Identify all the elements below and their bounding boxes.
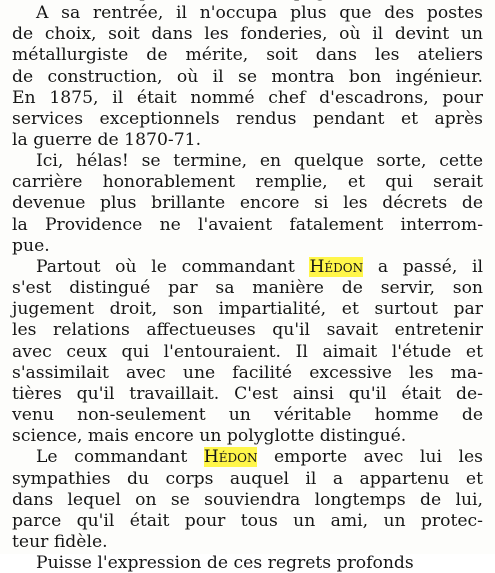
text-line: A sa rentrée, il n'occupa plus que des postes [36, 3, 483, 23]
text-line: avec ceux qui l'entouraient. Il aimait l'étude et [12, 341, 483, 362]
text-line: En 1875, il était nommé chef d'escadrons, pour [12, 87, 483, 108]
text-line: jugement droit, son impartialité, et surtout par [12, 299, 483, 320]
text-fragment: Le commandant [36, 447, 204, 468]
text-line: pue. [12, 235, 50, 256]
text-line: Ici, hélas! se termine, en quelque sorte, cette [36, 151, 483, 172]
text-line: la guerre de 1870-71. [12, 130, 202, 150]
text-line: tières qu'il travaillait. C'est ainsi qu'il était de- [12, 383, 483, 404]
text-line: métallurgiste de mérite, soit dans les ateliers [12, 45, 483, 66]
text-line-with-highlight [36, 447, 483, 467]
text-fragment: a passé, il [377, 256, 483, 277]
text-line: s'assimilait avec une facilité excessive les ma- [12, 362, 483, 383]
text-line: de choix, soit dans les fonderies, où il devint un [12, 24, 483, 45]
partial-bottom-line: Puisse l'expression de ces regrets profonds [36, 553, 414, 573]
text-line: s'est distingué par sa manière de servir, son [12, 278, 483, 299]
text-line: de construction, où il se montra bon ingénieur. [12, 66, 483, 87]
text-line: teur fidèle. [12, 532, 108, 552]
text-line: sympathies du corps auquel il a appartenu et [12, 468, 483, 489]
highlighted-name: Hédon [309, 256, 364, 277]
partial-top-line [30, 0, 483, 2]
text-line: science, mais encore un polyglotte distingué. [12, 426, 407, 447]
text-fragment: Partout où le commandant [36, 256, 310, 277]
text-line: venu non-seulement un véritable homme de [12, 405, 483, 425]
text-line: dans lequel on se souviendra longtemps de lui, [12, 489, 483, 510]
text-fragment: emporte avec lui les [274, 447, 483, 468]
highlighted-name: Hédon [203, 447, 258, 468]
text-line: parce qu'il était pour tous un ami, un protec- [12, 510, 483, 531]
text-line-with-highlight [36, 257, 483, 277]
text-line: carrière honorablement remplie, et qui serait [12, 172, 483, 193]
text-line: les relations affectueuses qu'il savait entretenir [12, 320, 483, 341]
text-line: services exceptionnels rendus pendant et après [12, 108, 483, 129]
text-line: devenue plus brillante encore si les décrets de [12, 193, 483, 214]
text-line: la Providence ne l'avaient fatalement interrom- [12, 214, 483, 235]
